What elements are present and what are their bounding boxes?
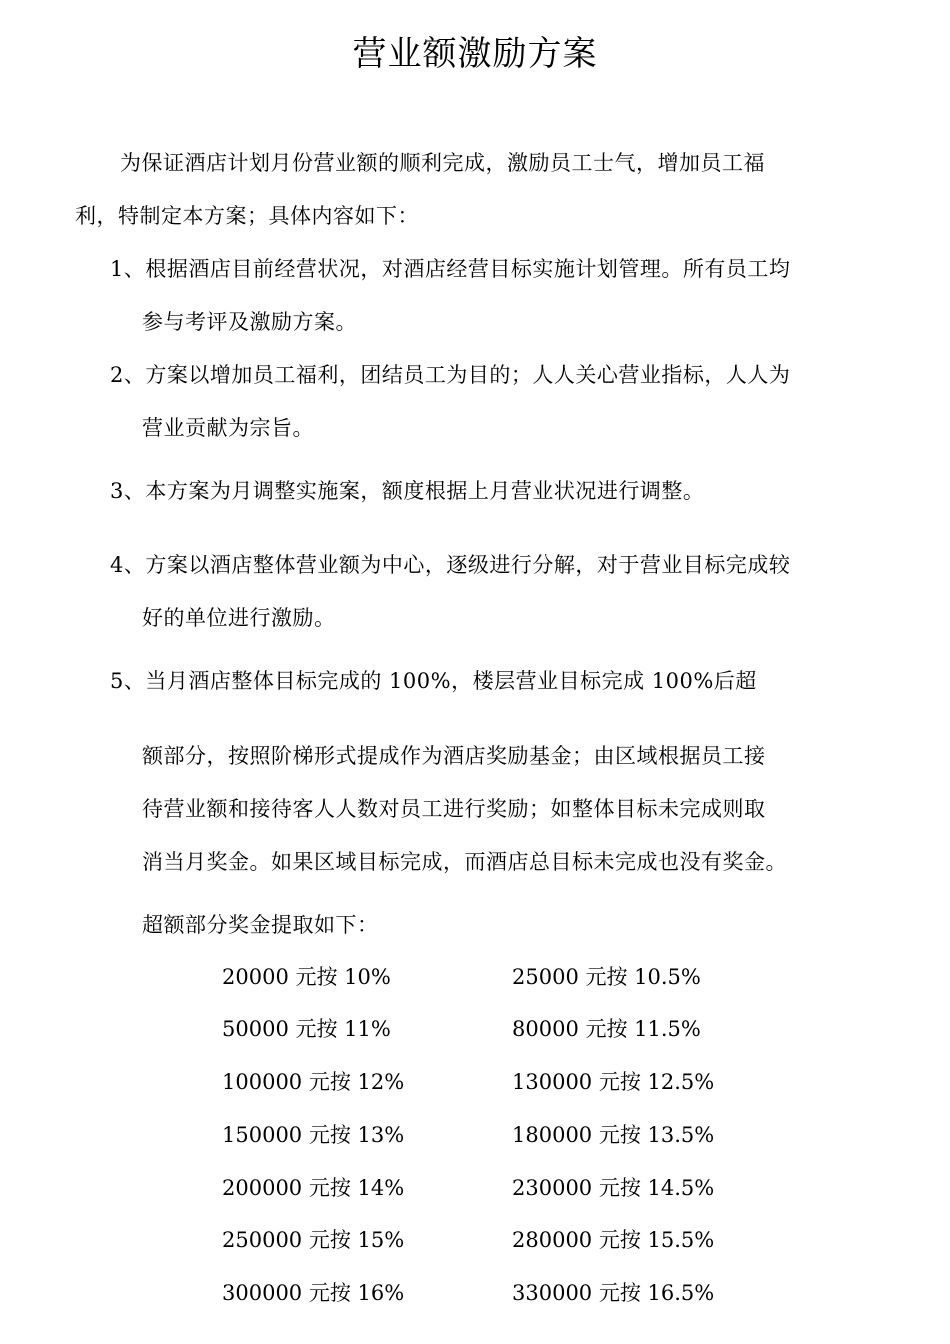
tier-left-6: 250000 元按 15%: [222, 1228, 405, 1252]
tier-left-4: 150000 元按 13%: [222, 1123, 405, 1147]
tier-right-5: 230000 元按 14.5%: [512, 1176, 715, 1200]
item-5-line-1: 5、当月酒店整体目标完成的 100%，楼层营业目标完成 100%后超: [110, 669, 757, 693]
tier-right-1: 25000 元按 10.5%: [512, 965, 701, 989]
item-4-line-2: 好的单位进行激励。: [142, 606, 336, 630]
bonus-heading: 超额部分奖金提取如下：: [142, 913, 379, 937]
tier-left-3: 100000 元按 12%: [222, 1070, 405, 1094]
tier-left-1: 20000 元按 10%: [222, 965, 391, 989]
item-3-line-1: 3、本方案为月调整实施案，额度根据上月营业状况进行调整。: [110, 479, 705, 503]
item-1-line-1: 1、根据酒店目前经营状况，对酒店经营目标实施计划管理。所有员工均: [110, 257, 791, 281]
tier-right-7: 330000 元按 16.5%: [512, 1281, 715, 1305]
item-4-line-1: 4、方案以酒店整体营业额为中心，逐级进行分解，对于营业目标完成较: [110, 553, 791, 577]
item-5-line-2: 额部分，按照阶梯形式提成作为酒店奖励基金；由区域根据员工接: [142, 744, 766, 768]
tier-right-2: 80000 元按 11.5%: [512, 1017, 701, 1041]
tier-left-2: 50000 元按 11%: [222, 1017, 391, 1041]
tier-left-7: 300000 元按 16%: [222, 1281, 405, 1305]
tier-right-3: 130000 元按 12.5%: [512, 1070, 715, 1094]
item-5-line-3: 待营业额和接待客人人数对员工进行奖励；如整体目标未完成则取: [142, 797, 766, 821]
tier-right-6: 280000 元按 15.5%: [512, 1228, 715, 1252]
tier-right-4: 180000 元按 13.5%: [512, 1123, 715, 1147]
item-2-line-1: 2、方案以增加员工福利，团结员工为目的；人人关心营业指标，人人为: [110, 363, 791, 387]
item-1-line-2: 参与考评及激励方案。: [142, 310, 357, 334]
item-5-line-4: 消当月奖金。如果区域目标完成，而酒店总目标未完成也没有奖金。: [142, 850, 787, 874]
item-2-line-2: 营业贡献为宗旨。: [142, 416, 314, 440]
document-title: 营业额激励方案: [352, 34, 598, 74]
intro-line-1: 为保证酒店计划月份营业额的顺利完成，激励员工士气，增加员工福: [120, 151, 765, 175]
tier-left-5: 200000 元按 14%: [222, 1176, 405, 1200]
intro-line-2: 利，特制定本方案；具体内容如下：: [75, 204, 419, 228]
